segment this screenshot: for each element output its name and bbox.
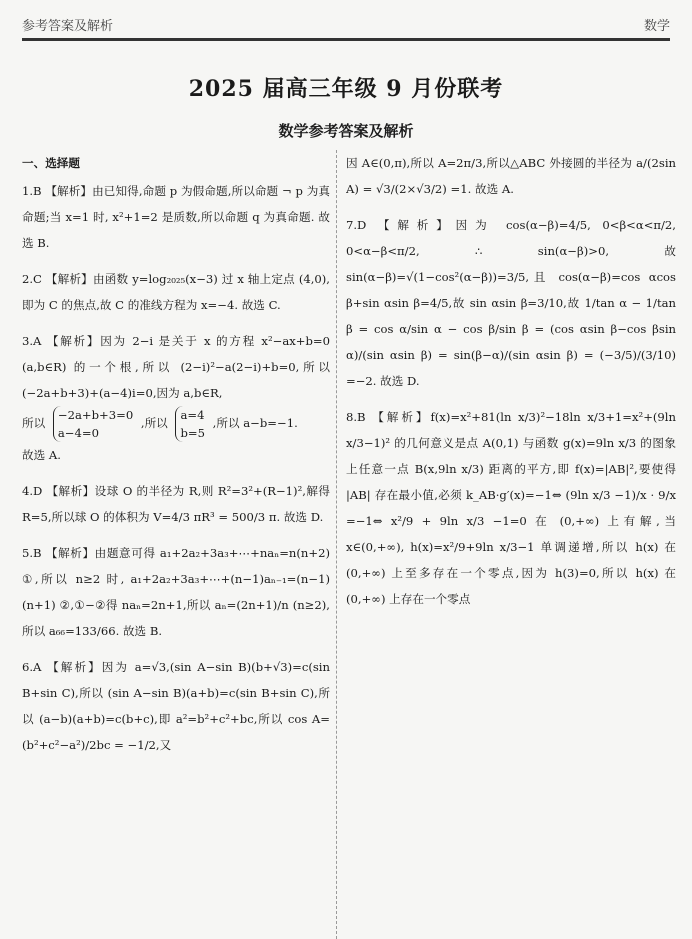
left-column	[22, 150, 330, 939]
header-left-label: 参考答案及解析	[22, 18, 114, 34]
page-title: 2025 届高三年级 9 月份联考	[188, 76, 504, 102]
answer-q3-system: 所以 −2a+b+3=0 a−4=0 ,所以 a=4 b=5 ,所以 a−b=−1.	[22, 408, 298, 440]
equation-system-1: −2a+b+3=0 a−4=0	[53, 406, 133, 442]
answer-q7: 7.D 【解析】因为 cos(α−β)=4/5, 0<β<α<π/2, 0<α−β<π/2, ∴ sin(α−β)>0, 故 sin(α−β)=√(1−cos²(α−β))=3/5,且 cos(α−β)=cos αcos β+sin αsin β=4/5,故 sin αsin β=3/10,故 1/tan α − 1/tan β = cos α/sin α − cos β/sin β = (cos αsin β−cos βsin α)/(sin αsin β) = sin(β−α)/(sin αsin β) = (−3/5)/(3/10) =−2. 故选 D.	[346, 218, 676, 388]
answer-q4: 4.D 【解析】设球 O 的半径为 R,则 R²=3²+(R−1)²,解得 R=5,所以球 O 的体积为 V=4/3 πR³ = 500/3 π. 故选 D.	[22, 484, 330, 524]
answer-q2: 2.C 【解析】由函数 y=log₂₀₂₅(x−3) 过 x 轴上定点 (4,0),即为 C 的焦点,故 C 的准线方程为 x=−4. 故选 C.	[22, 272, 330, 312]
answer-q6: 6.A 【解析】因为 a=√3,(sin A−sin B)(b+√3)=c(sin B+sin C),所以 (sin A−sin B)(a+b)=c(sin B+sin C),所以 (a−b)(a+b)=c(b+c),即 a²=b²+c²+bc,所以 cos A=(b²+c²−a²)/2bc = −1/2,又	[22, 660, 330, 752]
answer-q6-continued: 因 A∈(0,π),所以 A=2π/3,所以△ABC 外接圆的半径为 a/(2sin A) = √3/(2×√3/2) =1. 故选 A.	[346, 156, 676, 196]
column-divider	[336, 150, 337, 939]
page-header	[22, 10, 670, 41]
answer-q3-part1: 3.A 【解析】因为 2−i 是关于 x 的方程 x²−ax+b=0 (a,b∈R) 的一个根,所以 (2−i)²−a(2−i)+b=0,所以 (−2a+b+3)+(a−4)i=0,因为 a,b∈R,	[22, 334, 330, 400]
answer-q5: 5.B 【解析】由题意可得 a₁+2a₂+3a₃+⋯+naₙ=n(n+2) ①,所以 n≥2 时, a₁+2a₂+3a₃+⋯+(n−1)aₙ₋₁=(n−1)(n+1) ②,①−②得 naₙ=2n+1,所以 aₙ=(2n+1)/n (n≥2),所以 a₆₆=133/66. 故选 B.	[22, 546, 330, 638]
right-column	[346, 150, 676, 939]
page-subtitle: 数学参考答案及解析	[278, 122, 414, 140]
header-subject-label: 数学	[643, 18, 670, 34]
equation-system-2: a=4 b=5	[175, 406, 205, 442]
answer-q3-conclusion: 故选 A.	[22, 448, 61, 462]
answer-q8: 8.B 【解析】f(x)=x²+81(ln x/3)²−18ln x/3+1=x²+(9ln x/3−1)² 的几何意义是点 A(0,1) 与函数 g(x)=9ln x/3 的图象上任意一点 B(x,9ln x/3) 距离的平方,即 f(x)=|AB|²,要使得 |AB| 存在最小值,必须 k_AB·g′(x)=−1⇔ (9ln x/3 −1)/x · 9/x =−1⇔ x²/9 + 9ln x/3 −1=0 在 (0,+∞) 上有解,当 x∈(0,+∞), h(x)=x²/9+9ln x/3−1 单调递增,所以 h(x) 在 (0,+∞) 上至多存在一个零点,因为 h(3)=0,所以 h(x) 在 (0,+∞) 上存在一个零点	[346, 410, 676, 606]
section-heading: 一、选择题	[22, 156, 80, 170]
answer-q1: 1.B 【解析】由已知得,命题 p 为假命题,所以命题 ¬ p 为真命题;当 x=1 时, x²+1=2 是质数,所以命题 q 为真命题. 故选 B.	[22, 184, 330, 250]
answer-q3	[22, 328, 330, 468]
